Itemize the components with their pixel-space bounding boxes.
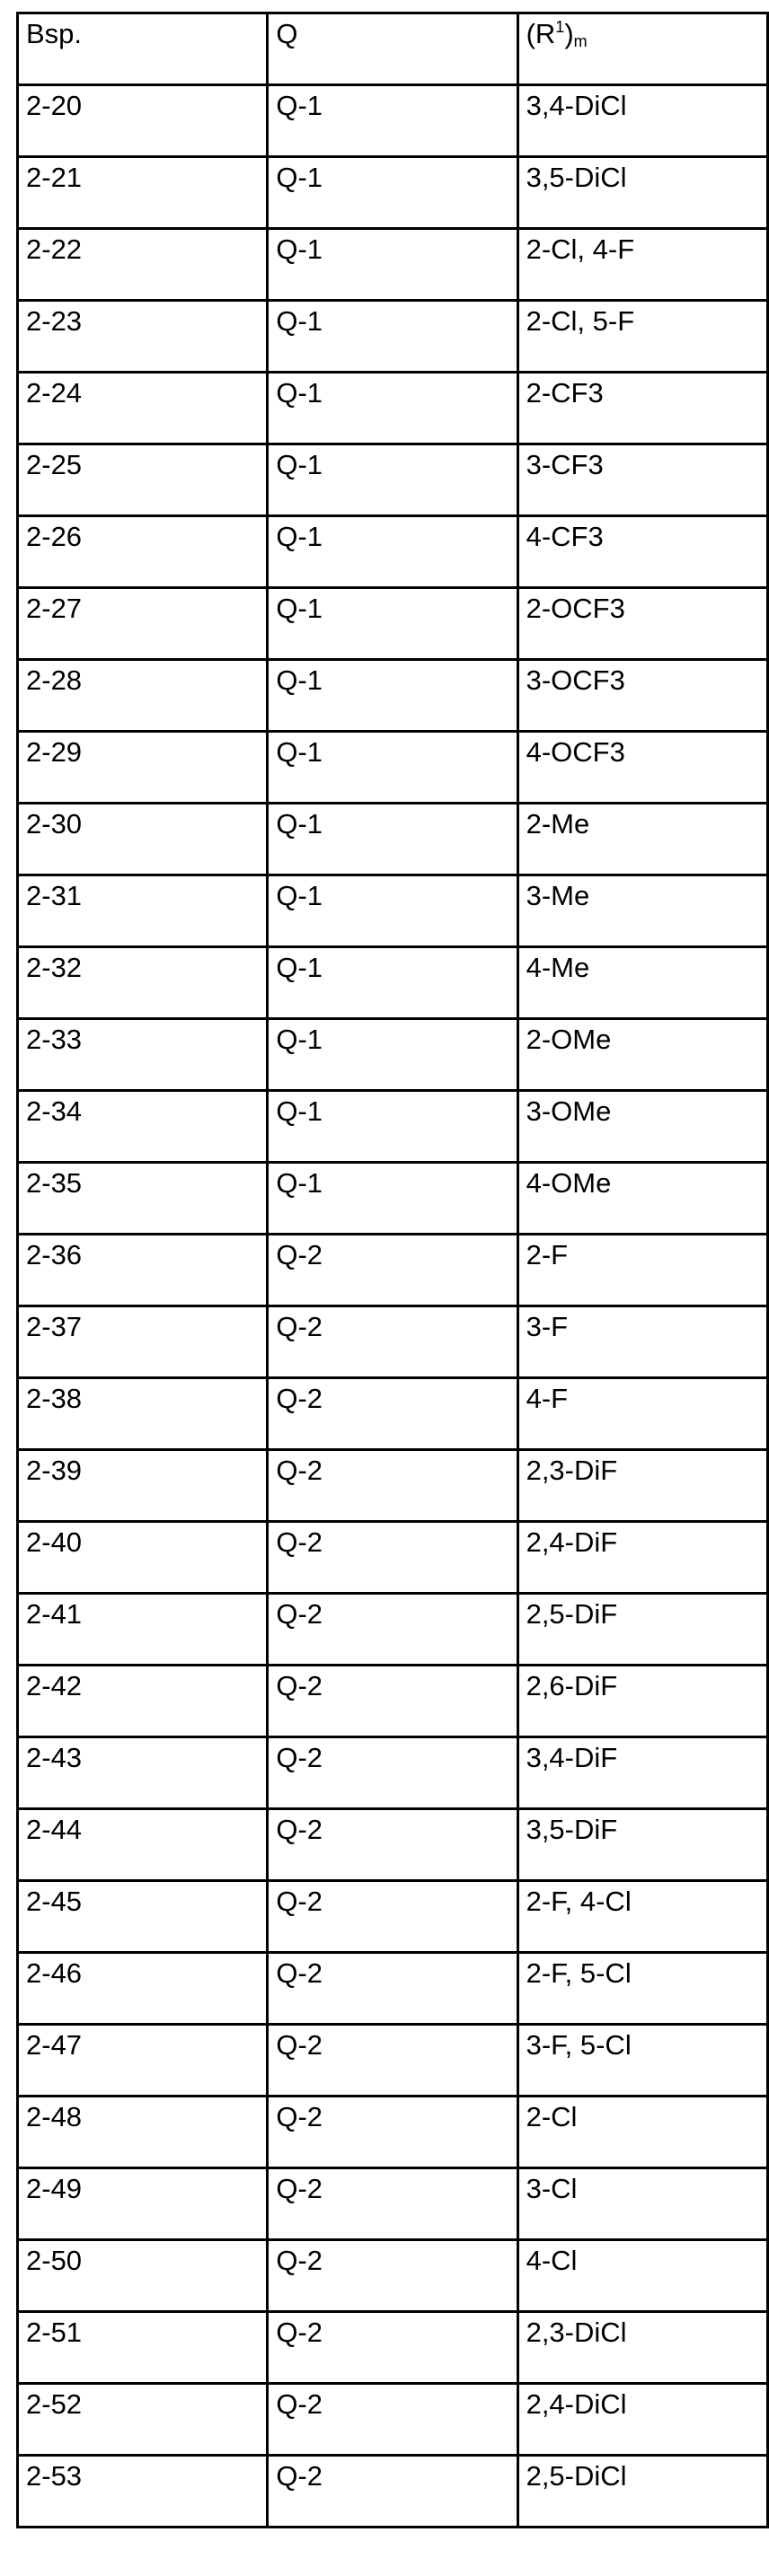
cell-bsp: 2-29 [18, 732, 268, 804]
table-row [18, 229, 768, 301]
cell-substituent: 3,4-DiCl [517, 85, 767, 157]
cell-q: Q-1 [268, 301, 517, 373]
cell-substituent: 3-Me [517, 875, 767, 947]
cell-q: Q-1 [268, 1019, 517, 1091]
cell-q: Q-2 [268, 1378, 517, 1450]
cell-substituent: 2-F [517, 1235, 767, 1306]
table-row [18, 444, 768, 516]
cell-q: Q-2 [268, 2097, 517, 2168]
cell-bsp: 2-42 [18, 1666, 268, 1737]
table-row [18, 373, 768, 444]
cell-substituent: 3,4-DiF [517, 1737, 767, 1809]
cell-bsp: 2-47 [18, 2025, 268, 2097]
cell-substituent: 2,5-DiF [517, 1594, 767, 1666]
table-row [18, 2168, 768, 2240]
cell-bsp: 2-40 [18, 1522, 268, 1594]
cell-substituent: 2,4-DiCl [517, 2384, 767, 2456]
cell-bsp: 2-27 [18, 588, 268, 660]
cell-substituent: 3-F, 5-Cl [517, 2025, 767, 2097]
table-row [18, 804, 768, 875]
cell-substituent: 2,5-DiCl [517, 2456, 767, 2528]
table-row [18, 660, 768, 732]
cell-bsp: 2-28 [18, 660, 268, 732]
cell-bsp: 2-53 [18, 2456, 268, 2528]
table-row [18, 1594, 768, 1666]
cell-bsp: 2-46 [18, 1953, 268, 2025]
cell-substituent: 2-CF3 [517, 373, 767, 444]
cell-substituent: 2,6-DiF [517, 1666, 767, 1737]
cell-substituent: 2,4-DiF [517, 1522, 767, 1594]
cell-substituent: 3,5-DiCl [517, 157, 767, 229]
cell-q: Q-2 [268, 1235, 517, 1306]
cell-substituent: 2-Me [517, 804, 767, 875]
cell-bsp: 2-24 [18, 373, 268, 444]
cell-q: Q-1 [268, 157, 517, 229]
table-row [18, 1809, 768, 1881]
cell-substituent: 4-CF3 [517, 516, 767, 588]
cell-bsp: 2-21 [18, 157, 268, 229]
header-q: Q [268, 13, 517, 85]
cell-bsp: 2-32 [18, 947, 268, 1019]
compound-table [16, 12, 769, 2528]
cell-bsp: 2-43 [18, 1737, 268, 1809]
cell-bsp: 2-35 [18, 1163, 268, 1235]
cell-q: Q-2 [268, 1594, 517, 1666]
table-row [18, 1737, 768, 1809]
table-row [18, 2240, 768, 2312]
cell-q: Q-2 [268, 1881, 517, 1953]
cell-q: Q-2 [268, 1666, 517, 1737]
cell-q: Q-1 [268, 1163, 517, 1235]
table-row [18, 2097, 768, 2168]
table-row [18, 85, 768, 157]
table-row [18, 1881, 768, 1953]
cell-substituent: 2-Cl [517, 2097, 767, 2168]
cell-substituent: 2-Cl, 5-F [517, 301, 767, 373]
cell-bsp: 2-48 [18, 2097, 268, 2168]
cell-q: Q-2 [268, 2312, 517, 2384]
cell-q: Q-2 [268, 1953, 517, 2025]
cell-q: Q-2 [268, 1809, 517, 1881]
header-r1m-sup: 1 [555, 18, 564, 36]
table-row [18, 1235, 768, 1306]
cell-bsp: 2-33 [18, 1019, 268, 1091]
table-row [18, 1378, 768, 1450]
cell-substituent: 2-F, 5-Cl [517, 1953, 767, 2025]
cell-bsp: 2-31 [18, 875, 268, 947]
cell-q: Q-1 [268, 875, 517, 947]
cell-substituent: 4-Me [517, 947, 767, 1019]
cell-q: Q-1 [268, 732, 517, 804]
header-r1m-base: (R [526, 18, 556, 49]
cell-substituent: 2-OCF3 [517, 588, 767, 660]
cell-q: Q-1 [268, 947, 517, 1019]
cell-q: Q-2 [268, 2240, 517, 2312]
cell-q: Q-2 [268, 1450, 517, 1522]
cell-substituent: 2-OMe [517, 1019, 767, 1091]
cell-substituent: 2-F, 4-Cl [517, 1881, 767, 1953]
cell-q: Q-2 [268, 2384, 517, 2456]
cell-bsp: 2-51 [18, 2312, 268, 2384]
cell-q: Q-1 [268, 516, 517, 588]
cell-bsp: 2-30 [18, 804, 268, 875]
cell-substituent: 3-OMe [517, 1091, 767, 1163]
table-row [18, 2456, 768, 2528]
table-row [18, 1522, 768, 1594]
cell-substituent: 3-OCF3 [517, 660, 767, 732]
header-bsp: Bsp. [18, 13, 268, 85]
cell-bsp: 2-39 [18, 1450, 268, 1522]
cell-substituent: 2-Cl, 4-F [517, 229, 767, 301]
header-r1m [517, 13, 767, 85]
cell-q: Q-1 [268, 1091, 517, 1163]
header-r1m-sub: m [574, 32, 588, 50]
cell-q: Q-1 [268, 373, 517, 444]
cell-q: Q-2 [268, 1522, 517, 1594]
cell-bsp: 2-34 [18, 1091, 268, 1163]
cell-bsp: 2-23 [18, 301, 268, 373]
table-row [18, 947, 768, 1019]
cell-substituent: 2,3-DiF [517, 1450, 767, 1522]
header-r1m-close: ) [564, 18, 573, 49]
cell-substituent: 2,3-DiCl [517, 2312, 767, 2384]
table-row [18, 1953, 768, 2025]
cell-bsp: 2-41 [18, 1594, 268, 1666]
cell-bsp: 2-50 [18, 2240, 268, 2312]
table-header-row [18, 13, 768, 85]
table-row [18, 1091, 768, 1163]
cell-substituent: 4-F [517, 1378, 767, 1450]
cell-q: Q-1 [268, 588, 517, 660]
cell-bsp: 2-49 [18, 2168, 268, 2240]
cell-q: Q-2 [268, 2456, 517, 2528]
table-row [18, 732, 768, 804]
table-row [18, 301, 768, 373]
table-row [18, 1163, 768, 1235]
cell-substituent: 4-OMe [517, 1163, 767, 1235]
table-row [18, 2312, 768, 2384]
table-body [18, 85, 768, 2528]
cell-q: Q-1 [268, 804, 517, 875]
cell-substituent: 3-Cl [517, 2168, 767, 2240]
cell-bsp: 2-22 [18, 229, 268, 301]
cell-bsp: 2-45 [18, 1881, 268, 1953]
table-row [18, 516, 768, 588]
cell-substituent: 3-F [517, 1306, 767, 1378]
cell-substituent: 3-CF3 [517, 444, 767, 516]
table-row [18, 1666, 768, 1737]
cell-substituent: 4-Cl [517, 2240, 767, 2312]
cell-bsp: 2-44 [18, 1809, 268, 1881]
cell-substituent: 4-OCF3 [517, 732, 767, 804]
table-row [18, 2384, 768, 2456]
cell-q: Q-1 [268, 444, 517, 516]
table-row [18, 157, 768, 229]
cell-bsp: 2-37 [18, 1306, 268, 1378]
table-row [18, 875, 768, 947]
cell-q: Q-2 [268, 2168, 517, 2240]
cell-bsp: 2-38 [18, 1378, 268, 1450]
cell-bsp: 2-36 [18, 1235, 268, 1306]
table-row [18, 1306, 768, 1378]
cell-q: Q-1 [268, 85, 517, 157]
cell-q: Q-2 [268, 2025, 517, 2097]
cell-bsp: 2-25 [18, 444, 268, 516]
cell-substituent: 3,5-DiF [517, 1809, 767, 1881]
cell-q: Q-2 [268, 1737, 517, 1809]
cell-q: Q-2 [268, 1306, 517, 1378]
table-row [18, 1450, 768, 1522]
cell-bsp: 2-20 [18, 85, 268, 157]
table-row [18, 588, 768, 660]
cell-q: Q-1 [268, 229, 517, 301]
table-row [18, 2025, 768, 2097]
cell-bsp: 2-26 [18, 516, 268, 588]
cell-bsp: 2-52 [18, 2384, 268, 2456]
table-row [18, 1019, 768, 1091]
cell-q: Q-1 [268, 660, 517, 732]
